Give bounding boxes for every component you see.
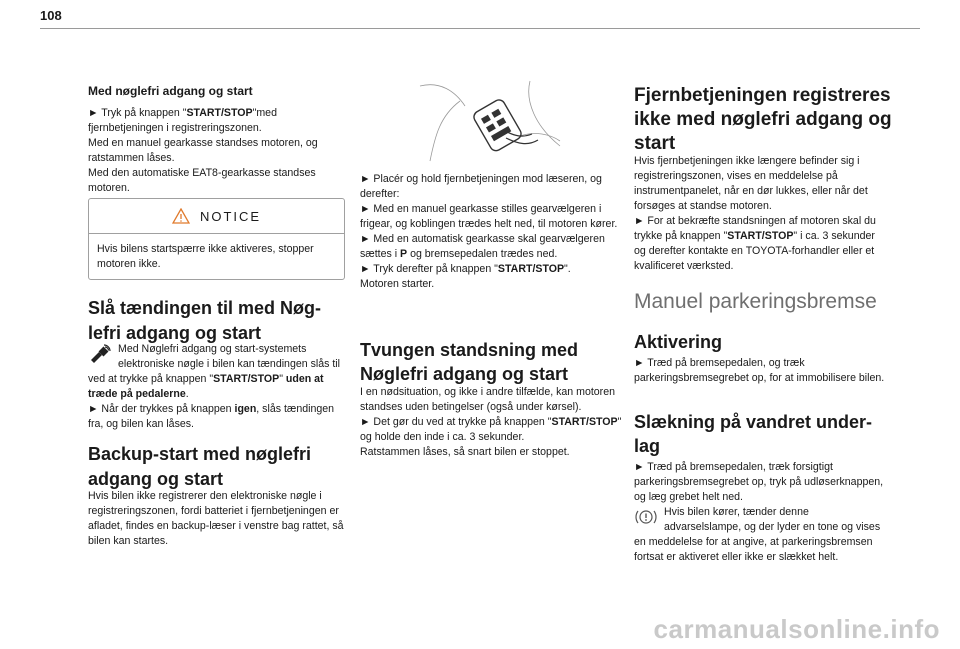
col1-paragraph-stop [88,106,350,196]
col1-heading-backup [88,442,350,492]
warning-triangle-icon [172,208,190,224]
text: " i ca. 3 sekunder og derefter kontakte en TOYOTA-forhandler eller et kvalificeret værksted. [634,230,875,272]
chapter-title: Manuel parkeringsbremse [634,290,877,313]
release-text: ► Træd på bremsepedalen, træk forsigtigt parkeringsbremsegrebet op, tryk på udløserknappen, og læg grebet helt ned. [634,461,884,503]
col1-subheading: Med nøglefri adgang og start [88,84,253,98]
ignition-off-instruction [88,402,346,432]
section-title: Aktivering [634,332,723,352]
ignition-instruction [88,342,346,402]
section-title: Backup-start med nøglefri adgang og start [88,444,312,489]
section-title: Fjernbetjeningen registreres ikke med nøglefri adgang og start [634,85,892,154]
step-manual-gearbox: ► Med en manuel gearkasse stilles gearvælgeren i frigear, og koblingen trædes helt ned, til motoren kører. [360,203,618,230]
col2-paragraph-backup-steps [360,172,622,292]
emphasis: igen [234,403,257,415]
start-stop-key: START/STOP [213,373,280,385]
notice-title: NOTICE [199,208,262,224]
text: Med Nøglefri adgang og start-systemets elektroniske nøgle i bilen kan tændingen slås til ved at trykke på knappen " [88,343,341,385]
col1-heading-ignition [88,296,350,346]
forced-stop-instruction [360,415,622,445]
text: ► Tryk derefter på knappen " [360,263,498,275]
key-fob-illustration [410,76,570,166]
start-stop-key: START/STOP [497,263,565,275]
activation-text: ► Træd på bremsepedalen, og træk parkeringsbremsegrebet op, for at immobilisere bilen. [634,357,885,384]
start-stop-key: START/STOP [551,416,618,428]
col3-heading-activation [634,330,896,354]
text: ► Med en automatisk gearkasse skal gearvælgeren sættes i [360,233,605,260]
notice-text: Hvis bilens startspærre ikke aktiveres, stopper motoren ikke. [97,243,314,270]
start-stop-key: START/STOP [727,230,794,242]
text: " [279,373,286,385]
text: og bremsepedalen trædes ned. [407,248,558,260]
text: " og holde den inde i ca. 3 sekunder. [360,416,622,443]
emergency-text: I en nødsituation, og ikke i andre tilfælde, kan motoren standses uden betingelser (også under kørsel). [360,386,615,413]
text: ". [564,263,571,275]
col2-heading-forced-stop [360,338,622,386]
text: ► For at bekræfte standsningen af motoren skal du trykke på knappen " [634,215,876,242]
col1-heading-keyless-stop [88,84,350,98]
auto-gearbox-note: Med den automatiske EAT8-gearkasse standses motoren. [88,167,316,194]
text: "med fjernbetjeningen i registreringszonen. [88,107,277,134]
col3-heading-release [634,410,896,458]
text: . [185,388,189,400]
key-fob-drawing [410,76,570,166]
col1-paragraph-ignition [88,342,346,432]
keyless-key-icon [88,344,112,366]
emphasis: P [400,248,408,260]
stop-instruction [88,106,350,136]
text: ► Når der trykkes på knappen [88,403,235,415]
text: ► Det gør du ved at trykke på knappen " [360,416,552,428]
engine-starts-text: Motoren starter. [360,278,435,290]
step-automatic-gearbox [360,232,622,262]
start-stop-key: START/STOP [186,107,253,119]
manual-gearbox-note: Med en manuel gearkasse standses motoren, og ratstammen låses. [88,137,318,164]
section-title: Slækning på vandret under-lag [634,412,873,456]
page-number: 108 [40,8,62,23]
col3-paragraph-not-detected [634,154,888,274]
steering-lock-text: Ratstammen låses, så snart bilen er stoppet. [360,446,570,458]
notice-header [89,199,344,234]
watermark: carmanualsonline.info [653,614,940,644]
header-divider [40,28,920,29]
brake-warning-icon [634,507,658,527]
notice-box [88,198,345,280]
notice-body [89,234,344,280]
emphasis: uden at træde på pedalerne [88,373,324,400]
section-title: Tvungen standsning med Nøglefri adgang og start [360,340,579,384]
col1-paragraph-backup [88,489,346,549]
section-title: Slå tændingen til med Nøg-lefri adgang og start [88,298,321,343]
text: , slås tændingen fra, og bilen kan låses. [88,403,335,430]
warning-lamp-text: Hvis bilen kører, tænder denne advarselslampe, og der lyder en tone og vises en meddelelse for at angive, at parkeringsbremsen fortsat er aktiveret eller ikke er slækket helt. [634,506,881,563]
col2-paragraph-forced-stop [360,385,622,460]
col3-chapter-title [634,290,904,314]
backup-start-text: Hvis bilen ikke registrerer den elektroniske nøgle i registreringszonen, fordi batteriet i fjernbetjeningen er afladet, findes en backup-læser i venstre bag rattet, så bilen kan startes. [88,490,344,547]
step-press-start [360,262,622,277]
text: ► Tryk på knappen " [88,107,187,119]
confirm-stop-instruction [634,214,888,274]
fob-missing-text: Hvis fjernbetjeningen ikke længere befinder sig i registreringszonen, vises en meddelelse på instrumentpanelet, når en dør lukkes, eller når det forsøges at standse motoren. [634,155,868,212]
col3-paragraph-release [634,460,888,565]
col3-paragraph-activation [634,356,888,386]
step-place-fob: ► Placér og hold fjernbetjeningen mod læseren, og derefter: [360,173,602,200]
col3-heading-not-detected [634,84,896,156]
